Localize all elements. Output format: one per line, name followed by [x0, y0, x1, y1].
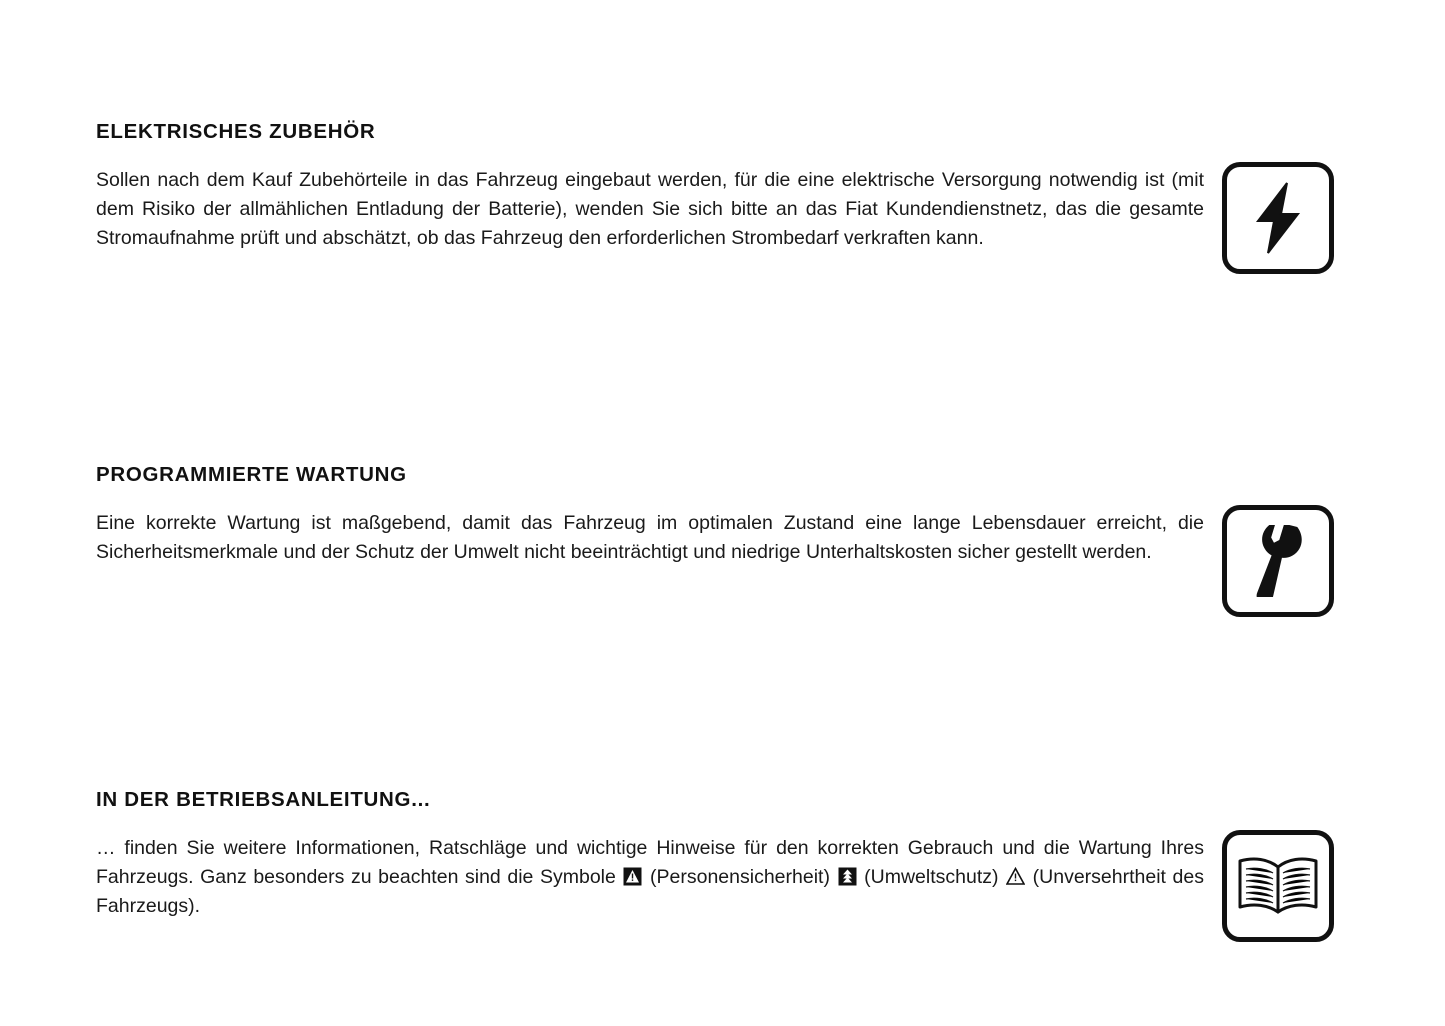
- section-electrical-accessories: [96, 120, 1340, 253]
- manual-body-part-2: (Unversehrtheit des Fahrzeugs).: [96, 866, 1204, 917]
- manual-symbol-2-label: (Umweltschutz): [857, 866, 1006, 888]
- manual-symbol-1-label: (Personensicherheit): [643, 866, 837, 888]
- environment-protection-icon: [838, 867, 857, 886]
- section-heading-electrical: ELEKTRISCHES ZUBEHÖR: [96, 120, 376, 143]
- lightning-bolt-icon-box: [1222, 162, 1334, 274]
- vehicle-integrity-warning-icon: [1006, 867, 1025, 886]
- section-heading-manual: IN DER BETRIEBSANLEITUNG...: [96, 788, 431, 811]
- manual-body-part-1: … finden Sie weitere Informationen, Ratschläge und wichtige Hinweise für den korrekten Gebrauch und die Wartung Ihres Fahrzeugs. Ganz besonders zu beachten sind die Symbole: [96, 837, 1204, 888]
- section-scheduled-maintenance: [96, 463, 1340, 567]
- open-book-icon-box: [1222, 830, 1334, 942]
- section-body-maintenance: Eine korrekte Wartung ist maßgebend, damit das Fahrzeug im optimalen Zustand eine lange Lebensdauer erreicht, die Sicherheitsmerkmale und der Schutz der Umwelt nicht beeinträchtigt und niedrige Unterhaltskosten sicher gestellt werden.: [96, 512, 1204, 563]
- lightning-bolt-icon: [1250, 181, 1306, 255]
- wrench-icon-box: [1222, 505, 1334, 617]
- section-in-the-manual: [96, 788, 1340, 921]
- section-body-manual: [96, 834, 1204, 921]
- section-body-electrical: Sollen nach dem Kauf Zubehörteile in das Fahrzeug eingebaut werden, für die eine elektrische Versorgung notwendig ist (mit dem Risiko der allmählichen Entladung der Batterie), wenden Sie sich bitte an das Fiat Kundendienstnetz, das die gesamte Stromaufnahme prüft und abschätzt, ob das Fahrzeug den erforderlichen Strombedarf verkraften kann.: [96, 169, 1204, 249]
- personal-safety-warning-icon: [623, 867, 642, 886]
- wrench-icon: [1239, 525, 1317, 597]
- section-heading-maintenance: PROGRAMMIERTE WARTUNG: [96, 463, 407, 486]
- open-book-icon: [1236, 855, 1320, 917]
